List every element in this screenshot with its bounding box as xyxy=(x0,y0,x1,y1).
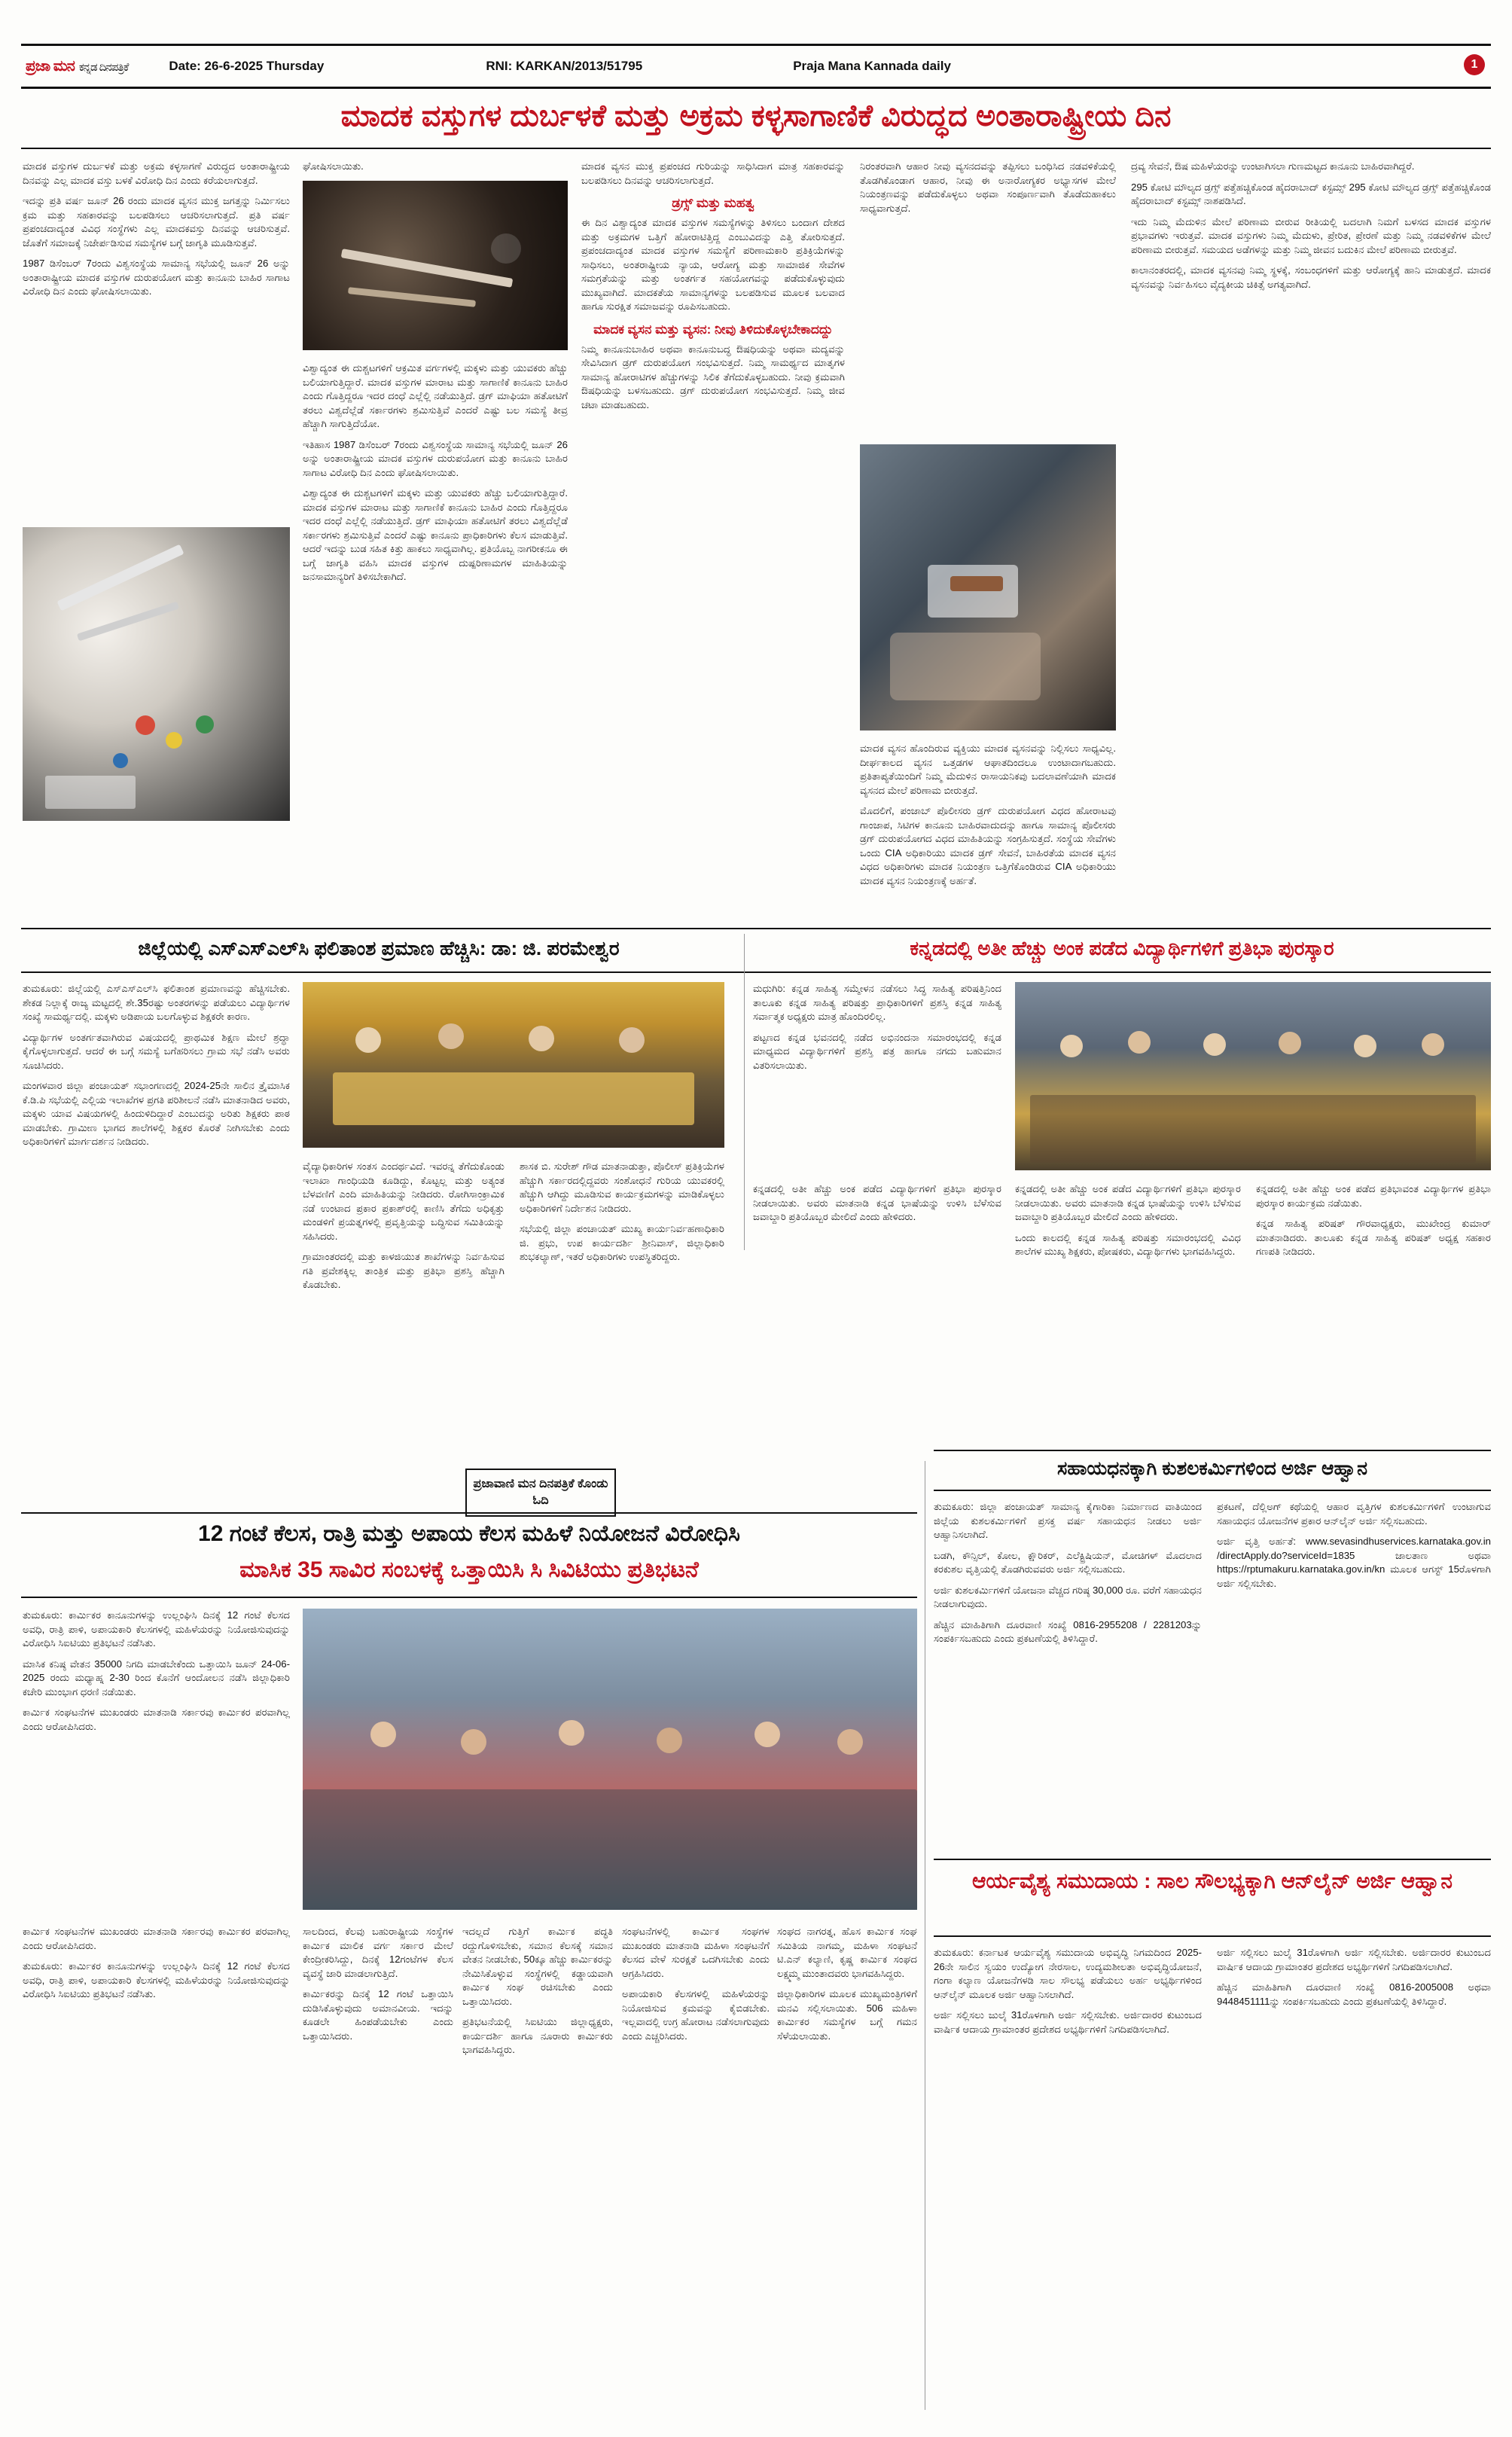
lead-col-5: ದ್ರವ್ಯ ಸೇವನೆ, ಔಷ ಮಹಿಳೆಯರನ್ನು ಉಂಟಾಗಿಸಲಾ ಗುಣಮಟ್ಟದ ಕಾನೂನು ಬಾಹಿರವಾಗಿದ್ದರೆ. 295 ಕೋಟಿ ಮೌಲ್ಯದ ಡ್ರಗ್ಸ್ ಪತ್ತೆಹಚ್ಚಿಕೊಂಡ ಹೈದರಾಬಾದ್ ಕಸ್ಟಮ್ಸ್ 295 ಕೋಟಿ ಮೌಲ್ಯದ ಡ್ರಗ್ಸ್ ಪತ್ತೆಹಚ್ಚಿಕೊಂಡ ಹೈದರಾಬಾದ್ ಕಸ್ಟಮ್ಸ್ ನಾಶಪಡಿಸಿದೆ. ಇದು ನಿಮ್ಮ ಮೆದುಳಿನ ಮೇಲೆ ಪರಿಣಾಮ ಬೀರುವ ರೀತಿಯಲ್ಲಿ ಬದಲಾಗಿ ನಿಮಗೆ ಬಳಸದ ಮಾದಕ ವಸ್ತುಗಳ ಪ್ರಭಾವಗಳು ಇರುತ್ತವೆ. ಮಾದಕ ವಸ್ತುಗಳು ನಿಮ್ಮ ಮೆದುಳು, ಪ್ರೇರಿತ, ಪ್ರೇರಣೆ ಮತ್ತು ನಿಮ್ಮ ನಡವಳಿಕೆಗಳ ಮೇಲೆ ಪರಿಣಾಮ ಬೀರುತ್ತವೆ. ಸಮಯದ ಅಡೆಗಳನ್ನು ಮತ್ತು ನಿಮ್ಮ ಜೀವನ ಬದುಕಿನ ಮೇಲೆ ಪರಿಣಾಮ ಬೀರುತ್ತವೆ. ಕಾಲಾನಂತರದಲ್ಲಿ, ಮಾದಕ ವ್ಯಸನವು ನಿಮ್ಮ ಸ್ಥಳಕ್ಕೆ, ಸಂಬಂಧಗಳಿಗೆ ಮತ್ತು ಆರೋಗ್ಯಕ್ಕೆ ಹಾನಿ ಮಾಡುತ್ತದೆ. ಮಾದಕ ವ್ಯಸನವನ್ನು ನಿರ್ವಹಿಸಲು ವೈದ್ಯಕೀಯ ಚಿಕಿತ್ಸೆ ಅಗತ್ಯವಾಗಿದೆ. xyxy=(1131,160,1491,290)
section-rule-6 xyxy=(21,1597,917,1598)
story3-col-3: ಕನ್ನಡದಲ್ಲಿ ಅತೀ ಹೆಚ್ಚು ಅಂಕ ಪಡೆದ ಪ್ರತಿಭಾವಂತ ವಿದ್ಯಾರ್ಥಿಗಳ ಪ್ರತಿಭಾ ಪುರಸ್ಕಾರ ಕಾರ್ಯಕ್ರಮ ನಡೆಯಿತು. ಕನ್ನಡ ಸಾಹಿತ್ಯ ಪರಿಷತ್ ಗೌರವಾಧ್ಯಕ್ಷರು, ಮುಖೇಂದ್ರ ಕುಮಾರ್ ಮಾತನಾಡಿದರು. ತಾಲೂಕು ಕನ್ನಡ ಸಾಹಿತ್ಯ ಪರಿಷತ್ ಅಧ್ಯಕ್ಷ ಸಹಕಾರ ಗಣಪತಿ ನೀಡಿದರು. xyxy=(1256,1183,1491,1257)
photo-drug-paraphernalia xyxy=(23,527,290,821)
masthead xyxy=(21,44,1491,89)
story5-col-1b: ಕಾರ್ಮಿಕ ಸಂಘಟನೆಗಳ ಮುಖಂಡರು ಮಾತನಾಡಿ ಸರ್ಕಾರವು ಕಾರ್ಮಿಕರ ಪರವಾಗಿಲ್ಲ ಎಂದು ಆರೋಪಿಸಿದರು. ತುಮಕೂರು: ಕಾರ್ಮಿಕರ ಕಾನೂನುಗಳನ್ನು ಉಲ್ಲಂಘಿಸಿ ದಿನಕ್ಕೆ 12 ಗಂಟೆ ಕೆಲಸದ ಅವಧಿ, ರಾತ್ರಿ ಪಾಳಿ, ಅಪಾಯಕಾರಿ ಕೆಲಸಗಳಲ್ಲಿ ಮಹಿಳೆಯರನ್ನು ನಿಯೋಜಿಸುವುದನ್ನು ವಿರೋಧಿಸಿ ಸಿಐಟಿಯು ಪ್ರತಿಭಟನೆ ನಡೆಸಿತು. xyxy=(23,1926,290,1999)
story2-col-2: ವೈದ್ಯಾಧಿಕಾರಿಗಳ ಸಂತಸ ಎಂದರ್ಥವಿದೆ. ಇವರನ್ನ ತೆಗೆದುಕೊಂಡು ಇಲಾಖಾ ಗಾಂಧಿಯಡಿ ಕೂಡಿದ್ದು, ಕೊಟ್ಟಲ್ಲ ಮತ್ತು ಅತ್ಯಂತ ಬೆಳವಣಿಗೆ ಎಂದಿ ಮಾಹಿತಿಯನ್ನು ನೀಡಿದರು. ರೋಗಿಸಾಂಕ್ರಾಮಿಕ ನಡೆ ಉಂಟಾದ ಪ್ರಕಾರ ಪ್ರಕಾಶ್‌ರಲ್ಲಿ ಕಾಣಿಸಿ ತೆಗೆದು ಅಧಿಕೃತ್ತು ಮಂಡಳಿಗೆ ಪ್ರಯತ್ನಗಳಲ್ಲಿ ಪ್ರವೃತ್ತಿಯನ್ನು ಬದ್ಧಿಸುವ ಸಮಿತಿಯನ್ನು ಸಹಿಸಿದರು. ಗ್ರಾಮಾಂತರದಲ್ಲಿ ಮತ್ತು ಕಾಳಜಿಯುತ ಶಾಖೆಗಳನ್ನು ನಿರ್ವಹಿಸುವ ಗತಿ ಪ್ರವೇಶಕ್ಕಿಲ್ಲ ತಾಂತ್ರಿಕ ಮತ್ತು ಪ್ರತಿಭಾ ಪ್ರಶಸ್ತಿ ಹೆಚ್ಚಾಗಿ ಕೊಡಬೇಕು. xyxy=(303,1161,505,1290)
story3-col-2: ಕನ್ನಡದಲ್ಲಿ ಅತೀ ಹೆಚ್ಚು ಅಂಕ ಪಡೆದ ವಿದ್ಯಾರ್ಥಿಗಳಿಗೆ ಪ್ರತಿಭಾ ಪುರಸ್ಕಾರ ನೀಡಲಾಯಿತು. ಅವರು ಮಾತನಾಡಿ ಕನ್ನಡ ಭಾಷೆಯನ್ನು ಉಳಿಸಿ ಬೆಳೆಸುವ ಜವಾಬ್ದಾರಿ ಪ್ರತಿಯೊಬ್ಬರ ಮೇಲಿದೆ ಎಂದು ಹೇಳಿದರು. ಒಂದು ಕಾಲದಲ್ಲಿ ಕನ್ನಡ ಸಾಹಿತ್ಯ ಪರಿಷತ್ತು ಸಮಾರಂಭದಲ್ಲಿ ವಿವಿಧ ಶಾಲೆಗಳ ಮುಖ್ಯ ಶಿಕ್ಷಕರು, ಪೋಷಕರು, ವಿದ್ಯಾರ್ಥಿಗಳು ಭಾಗವಹಿಸಿದ್ದರು. xyxy=(1015,1183,1241,1257)
section-rule-2 xyxy=(21,971,1491,973)
story6-col-2: ಅರ್ಜಿ ಸಲ್ಲಿಸಲು ಜುಲೈ 31ರೊಳಗಾಗಿ ಅರ್ಜಿ ಸಲ್ಲಿಸಬೇಕು. ಅರ್ಜಿದಾರರ ಕುಟುಂಬದ ವಾರ್ಷಿಕ ಆದಾಯ ಗ್ರಾಮಾಂತರ ಪ್ರದೇಶದ ಅಭ್ಯರ್ಥಿಗಳಿಗೆ ನಿಗದಿಪಡಿಸಲಾಗಿದೆ. ಹೆಚ್ಚಿನ ಮಾಹಿತಿಗಾಗಿ ದೂರವಾಣಿ ಸಂಖ್ಯೆ 0816-2005008 ಅಥವಾ 9448451111ನ್ನು ಸಂಪರ್ಕಿಸಬಹುದು ಎಂದು ಪ್ರಕಟಣೆಯಲ್ಲಿ ತಿಳಿಸಿದ್ದಾರೆ. xyxy=(1217,1947,1491,2007)
story3-col-1: ಮಧುಗಿರಿ: ಕನ್ನಡ ಸಾಹಿತ್ಯ ಸಮ್ಮೇಳನ ನಡೆಸಲು ಸಿದ್ಧ ಸಾಹಿತ್ಯ ಪರಿಷತ್ತಿನಿಂದ ತಾಲೂಕು ಕನ್ನಡ ಸಾಹಿತ್ಯ ಪರಿಷತ್ತು ಪ್ರಾಧಿಕಾರಿಗಳಿಗೆ ಪ್ರಶಸ್ತಿ ಕನ್ನಡ ಸಾಹಿತ್ಯ ಸರ್ವಾತ್ಮಕ ಅಧ್ಯಕ್ಷರು ಮಾತ್ರ ಹೊಂದಿರಲಿಲ್ಲ. ಪಟ್ಟಣದ ಕನ್ನಡ ಭವನದಲ್ಲಿ ನಡೆದ ಅಭಿನಂದನಾ ಸಮಾರಂಭದಲ್ಲಿ ಕನ್ನಡ ಮಾಧ್ಯಮದ ವಿದ್ಯಾರ್ಥಿಗಳಿಗೆ ಪ್ರಶಸ್ತಿ ಪತ್ರ ಹಾಗೂ ನಗದು ಬಹುಮಾನ ವಿತರಿಸಲಾಯಿತು. xyxy=(753,983,1001,1071)
page-number-badge: 1 xyxy=(1464,54,1485,75)
photo-kdp-meeting xyxy=(303,982,724,1148)
story5-col-5: ಸಂಘದ ನಾಗರತ್ನ, ಹೊಸ ಕಾರ್ಮಿಕ ಸಂಘ ಸಮಿತಿಯ ನಾಗಮ್ಮ, ಮಹಿಳಾ ಸಂಘಟನೆ ಟಿ.ಎನ್ ಕಲ್ಯಾಣಿ, ಕೃಷ್ಣ ಕಾರ್ಮಿಕ ಸಂಘದ ಲಕ್ಷ್ಮಮ್ಮ ಮುಂತಾದವರು ಭಾಗವಹಿಸಿದ್ದರು. ಜಿಲ್ಲಾಧಿಕಾರಿಗಳ ಮೂಲಕ ಮುಖ್ಯಮಂತ್ರಿಗಳಿಗೆ ಮನವಿ ಸಲ್ಲಿಸಲಾಯಿತು. 506 ಮಹಿಳಾ ಕಾರ್ಮಿಕರ ಸಮಸ್ಯೆಗಳ ಬಗ್ಗೆ ಗಮನ ಸೆಳೆಯಲಾಯಿತು. xyxy=(777,1926,917,2042)
section-rule-8 xyxy=(934,1935,1491,1937)
story5-headline-2: ಮಾಸಿಕ 35 ಸಾವಿರ ಸಂಬಳಕ್ಕೆ ಒತ್ತಾಯಿಸಿ ಸಿ ಸಿವಿಟಿಯು ಪ್ರತಿಭಟನೆ xyxy=(239,1557,699,1582)
house-ad-box[interactable]: ಪ್ರಜಾವಾಣಿ ಮನ ದಿನಪತ್ರಿಕೆ ಕೊಂಡು ಓದಿ xyxy=(465,1469,616,1517)
story2-col-3: ಶಾಸಕ ಬಿ. ಸುರೇಶ್ ಗೌಡ ಮಾತನಾಡುತ್ತಾ, ಪೊಲೀಸ್ ಪ್ರತಿಕ್ರಿಯೆಗಳ ಹೆಚ್ಚುಗಿ ಸರ್ಕಾರದಲ್ಲಿದ್ದವರು ಸಂಶೋಧನೆ ಗುರಿಯ ಯುವಕರಲ್ಲಿ ಹೆಚ್ಚುಗಿ ಆಗಿದ್ದು ಮೂಡಿಸುವ ಕಾರ್ಯಕ್ರಮಗಳನ್ನು ಮಾಡಿಕೊಳ್ಳಲು ಅಧಿಕಾರಿಗಳಿಗೆ ನಿರ್ದೇಶನ ನೀಡಿದರು. ಸಭೆಯಲ್ಲಿ ಜಿಲ್ಲಾ ಪಂಚಾಯತ್ ಮುಖ್ಯ ಕಾರ್ಯನಿರ್ವಹಣಾಧಿಕಾರಿ ಜಿ. ಪ್ರಭು, ಉಪ ಕಾರ್ಯದರ್ಶಿ ಶ್ರೀನಿವಾಸ್, ಜಿಲ್ಲಾಧಿಕಾರಿ ಶುಭಕಲ್ಯಾಣ್, ಇತರೆ ಅಧಿಕಾರಿಗಳು ಉಪಸ್ಥಿತರಿದ್ದರು. xyxy=(520,1161,724,1262)
lead-headline: ಮಾದಕ ವಸ್ತುಗಳ ದುರ್ಬಳಕೆ ಮತ್ತು ಅಕ್ರಮ ಕಳ್ಳಸಾಗಾಣಿಕೆ ವಿರುದ್ಧದ ಅಂತಾರಾಷ್ಟ್ರೀಯ ದಿನ xyxy=(340,99,1172,133)
column-divider-1 xyxy=(744,934,745,1250)
headline-rule xyxy=(21,148,1491,149)
section-rule-4 xyxy=(934,1490,1491,1491)
section-rule-3 xyxy=(934,1450,1491,1451)
rni-number: RNI: KARKAN/2013/51795 xyxy=(486,59,643,73)
story3-col-1b: ಕನ್ನಡದಲ್ಲಿ ಅತೀ ಹೆಚ್ಚು ಅಂಕ ಪಡೆದ ವಿದ್ಯಾರ್ಥಿಗಳಿಗೆ ಪ್ರತಿಭಾ ಪುರಸ್ಕಾರ ನೀಡಲಾಯಿತು. ಅವರು ಮಾತನಾಡಿ ಕನ್ನಡ ಭಾಷೆಯನ್ನು ಉಳಿಸಿ ಬೆಳೆಸುವ ಜವಾಬ್ದಾರಿ ಪ್ರತಿಯೊಬ್ಬರ ಮೇಲಿದೆ ಎಂದು ಹೇಳಿದರು. xyxy=(753,1183,1001,1222)
lead-subhead-drugs: ಡ್ರಗ್ಸ್ ಮತ್ತು ಮಹತ್ವ xyxy=(672,196,754,210)
story2-headline: ಜಿಲ್ಲೆಯಲ್ಲಿ ಎಸ್‌ಎಸ್‌ಎಲ್‌ಸಿ ಫಲಿತಾಂಶ ಪ್ರಮಾಣ ಹೆಚ್ಚಿಸಿ: ಡಾ: ಜಿ. ಪರಮೇಶ್ವರ xyxy=(138,937,620,959)
story6-headline: ಆರ್ಯವೈಶ್ಯ ಸಮುದಾಯ : ಸಾಲ ಸೌಲಭ್ಯಕ್ಕಾಗಿ ಆನ್‌ಲೈನ್ ಅರ್ಜಿ ಆಹ್ವಾನ xyxy=(972,1869,1453,1893)
section-rule-5 xyxy=(21,1512,917,1514)
story5-col-2: ಸಾಲದಿಂದ, ಕೆಲವು ಬಹುರಾಷ್ಟ್ರೀಯ ಸಂಸ್ಥೆಗಳ ಕಾರ್ಮಿಕ ಮಾಲಿಕ ವರ್ಗ ಸರ್ಕಾರ ಮೇಲೆ ಕೇಂದ್ರೀಕರಿಸಿದ್ದು, ದಿನಕ್ಕೆ 12ಗಂಟೆಗಳ ಕೆಲಸ ವ್ಯವಸ್ಥೆ ಜಾರಿ ಮಾಡಲಾಗುತ್ತಿದೆ. ಕಾರ್ಮಿಕರನ್ನು ದಿನಕ್ಕೆ 12 ಗಂಟೆ ಒತ್ತಾಯಿಸಿ ದುಡಿಸಿಕೊಳ್ಳುವುದು ಅಮಾನವೀಯ. ಇದನ್ನು ಕೂಡಲೇ ಹಿಂಪಡೆಯಬೇಕು ಎಂದು ಒತ್ತಾಯಿಸಿದರು. xyxy=(303,1926,453,2042)
story4-col-2: ಪ್ರಕಟಣೆ, ದೆಲ್ಲಿಅಗ್ ಕಥೆಯಲ್ಲಿ ಆಹಾರ ವೃತ್ತಿಗಳ ಕುಶಲಕರ್ಮಿಗಳಿಗೆ ಉಂಟಾಗುವ ಸಹಾಯಧನ ಯೋಜನೆಗಳ ಪ್ರಕಾರ ಆನ್‌ಲೈನ್ ಅರ್ಜಿ ಸಲ್ಲಿಸಬಹುದು. ಅರ್ಜಿ ವೃತ್ತಿ ಅರ್ಹತೆ: www.sevasindhuservices.karnataka.gov.in /directApply.do?serviceId=1835 ಜಾಲತಾಣ ಅಥವಾ https://rptumakuru.karnataka.gov.in/kn ಮೂಲಕ ಆಗಸ್ಟ್ 15ರೊಳಗಾಗಿ ಅರ್ಜಿ ಸಲ್ಲಿಸಬೇಕು. xyxy=(1217,1501,1491,1589)
publication-date: Date: 26-6-2025 Thursday xyxy=(169,59,325,73)
photo-protest-crowd xyxy=(303,1609,917,1910)
story4-col-1: ತುಮಕೂರು: ಜಿಲ್ಲಾ ಪಂಚಾಯತ್ ಸಾಮಾನ್ಯ ಕೈಗಾರಿಕಾ ನಿರ್ಮಾಣದ ವಾತಿಯಿಂದ ಜಿಲ್ಲೆಯ ಕುಶಲಕರ್ಮಿಗಳಿಗೆ ಪ್ರಸಕ್ತ ವರ್ಷ ಸಹಾಯಧನ ನೀಡಲು ಅರ್ಜಿ ಆಹ್ವಾನಿಸಲಾಗಿದೆ. ಬಡಗಿ, ಕೌನ್ಸಿಲ್, ಕೋಲ, ಕ್ಷೌರಿಕರ್, ಎಲೆಕ್ಟ್ರಿಷಿಯನ್, ಮೋಚಿಗಳ್ ಮೊದಲಾದ ಕರಕುಶಲ ವೃತ್ತಿಯಲ್ಲಿ ತೊಡಗಿರುವವರು ಅರ್ಜಿ ಸಲ್ಲಿಸಬಹುದು. ಅರ್ಜಿ ಕುಶಲಕರ್ಮಿಗಳಿಗೆ ಯೋಜನಾ ವೆಚ್ಚದ ಗರಿಷ್ಠ 30,000 ರೂ. ವರೆಗೆ ಸಹಾಯಧನ ನೀಡಲಾಗುವುದು. ಹೆಚ್ಚಿನ ಮಾಹಿತಿಗಾಗಿ ದೂರವಾಣಿ ಸಂಖ್ಯೆ 0816-2955208 / 2281203ನ್ನು ಸಂಪರ್ಕಿಸಬಹುದು ಎಂದು ಪ್ರಕಟಣೆಯಲ್ಲಿ ತಿಳಿಸಿದ್ದಾರೆ. xyxy=(934,1501,1202,1644)
story3-headline: ಕನ್ನಡದಲ್ಲಿ ಅತೀ ಹೆಚ್ಚು ಅಂಕ ಪಡೆದ ವಿದ್ಯಾರ್ಥಿಗಳಿಗೆ ಪ್ರತಿಭಾ ಪುರಸ್ಕಾರ xyxy=(910,937,1334,959)
lead-col-4: ಮಾದಕ ವ್ಯಸನ ಹೊಂದಿರುವ ವ್ಯಕ್ತಿಯು ಮಾದಕ ವ್ಯಸನವನ್ನು ನಿಲ್ಲಿಸಲು ಸಾಧ್ಯವಿಲ್ಲ. ದೀರ್ಘಕಾಲದ ವ್ಯಸನ ಒತ್ತಡಗಳ ಆಘಾತದಿಂದಲೂ ಉಂಟಾದಾಗಬಹುದು. ಪ್ರತಿತಾಪ್ಯತೆಯಿಂದಿಗೆ ನಿಮ್ಮ ಮೆದುಳಿನ ರಾಸಾಯನಿಕವು ಬದಲಾವಣೆಯಾಗಿ ಮಾದಕ ವ್ಯಸನದ ಮೇಲೆ ಪರಿಣಾಮ ಬೀರುತ್ತದೆ. ಮೊದಲಿಗೆ, ಪಂಜಾಬ್ ಪೊಲೀಸರು ಡ್ರಗ್ ದುರುಪಯೋಗ ವಿಧದ ಹೋರಾಟವು ಗಾಂಜಾಪ, ಸಿಟಿಗಳ ಕಾನೂನು ಬಾಹಿರವಾದುದನ್ನು ಹಾಗೂ ಸಾಮಾನ್ಯ ಪೊಲೀಸರು ಡ್ರಗ್ ದುರುಪಯೋಗದ ವಿಧದ ಮಾಹಿತಿಯನ್ನು ಸಂಗ್ರಹಿಸುತ್ತದೆ. ಸಂಸ್ಥೆಯ ಸೇವೆಗಳು ಒಂದು CIA ಅಧಿಕಾರಿಯು ಮಾದಕ ಡ್ರಗ್ ಸೇವನೆ, ಬಾಹಿರತೆಯ ಮಾದಕ ವ್ಯಸನ ವಿಧದ ಅಧಿಕಾರಿಗಳು ಮಾದಕ ನಿಯಂತ್ರಣ ಒತ್ತಿಗೆಕೊಂಡಿರುವ CIA ಅಧಿಕಾರಿಯು ಮಾದಕ ವ್ಯಸನ ನಿಯಂತ್ರಣಕ್ಕೆ ಅರ್ಹತೆ. xyxy=(860,743,1116,886)
story2-col-1: ತುಮಕೂರು: ಜಿಲ್ಲೆಯಲ್ಲಿ ಎಸ್‌ಎಸ್‌ಎಲ್‌ಸಿ ಫಲಿತಾಂಶ ಪ್ರಮಾಣವನ್ನು ಹೆಚ್ಚಿಸಬೇಕು. ಶೇಕಡ ನಿಲ್ಲಾಕ್ಕೆ ರಾಜ್ಯ ಮಟ್ಟದಲ್ಲಿ ಶೇ.35ರಷ್ಟು ಅಂತರಗಳನ್ನು ಪಡೆಯಲು ವಿದ್ಯಾರ್ಥಿಗಳ ಸಂಖ್ಯೆ ಸಾಮರ್ಥ್ಯದಲ್ಲಿ. ಮಕ್ಕಳು ಅಡಿಪಾಯ ಬಲಗೊಳ್ಳುವ ಶಿಕ್ಷಕರೇ ಕಾರಣ. ವಿದ್ಯಾರ್ಥಿಗಳ ಅಂತರ್ಗತವಾಗಿರುವ ವಿಷಯದಲ್ಲಿ ಪ್ರಾಥಮಿಕ ಶಿಕ್ಷಣ ಮೇಲೆ ಶ್ರದ್ಧಾ ಕೈಗೊಳ್ಳಲಾಗುತ್ತದೆ. ಆದರೆ ಈ ಬಗ್ಗೆ ಸಮಸ್ಯೆ ಬಗೆಹರಿಸಲು ಗ್ರಾಮ ಸಭೆ ನಡೆಸಿ ಅವರು ಸೂಚಿಸಿದರು. ಮಂಗಳವಾರ ಜಿಲ್ಲಾ ಪಂಚಾಯತ್ ಸಭಾಂಗಣದಲ್ಲಿ 2024-25ನೇ ಸಾಲಿನ ತ್ರೈಮಾಸಿಕ ಕೆ.ಡಿ.ಪಿ ಸಭೆಯಲ್ಲಿ ಎಲ್ಲಿಯ ಇಲಾಖೆಗಳ ಪ್ರಗತಿ ಪರಿಶೀಲನೆ ನಡೆಸಿ ಮಾತನಾಡಿದ ಅವರು, ಮಕ್ಕಳು ಯಾವ ವಿಷಯಗಳಲ್ಲಿ ಹಿಂದುಳಿದಿದ್ದಾರೆ ಎಂಬುದನ್ನು ಅರಿತು ಶಿಕ್ಷಕರು ಪಾಠ ಮಾಡಬೇಕು. ಗ್ರಾಮೀಣ ಭಾಗದ ಶಾಲೆಗಳಲ್ಲಿ ಶಿಕ್ಷಕರ ಕೊರತೆ ನೀಗಿಸಬೇಕು ಎಂದು ಅಧಿಕಾರಿಗಳಿಗೆ ಮಾರ್ಗದರ್ಶನ ನೀಡಿದರು. xyxy=(23,983,290,1147)
lead-col-3: ಮಾದಕ ವ್ಯಸನ ಮುಕ್ತ ಪ್ರಪಂಚದ ಗುರಿಯನ್ನು ಸಾಧಿಸಿದಾಗ ಮಾತ್ರ ಸಹಕಾರವನ್ನು ಬಲಪಡಿಸಲು ದಿನವನ್ನು ಆಚರಿಸಲಾಗುತ್ತದೆ. ಡ್ರಗ್ಸ್ ಮತ್ತು ಮಹತ್ವ ಈ ದಿನ ವಿಶ್ವಾದ್ಯಂತ ಮಾದಕ ವಸ್ತುಗಳ ಸಮಸ್ಯೆಗಳನ್ನು ತಿಳಿಸಲು ಬಂದಾಗ ದೇಶದ ಮತ್ತು ಅಕ್ರಮಗಳ ಒತ್ತಿಗೆ ಹೋರಾಟಿತ್ತಿದ್ದ ಎಂಬುವಿದನ್ನು ಎತ್ತಿ ತೋರಿಸುತ್ತದೆ. ಪ್ರಪಂಚದಾದ್ಯಂತ ಮಾದಕ ವಸ್ತುಗಳ ಸಮಸ್ಯೆಗೆ ಪರಿಣಾಮಕಾರಿ ಪ್ರತಿಕ್ರಿಯೆಗಳನ್ನು ಸಾಧಿಸಲು, ಅಂತರಾಷ್ಟ್ರೀಯ ನ್ಯಾಯ, ಆರೋಗ್ಯ ಮತ್ತು ಸಾಮಾಜಿಕ ಸೇವೆಗಳ ಸಮಗ್ರತೆಯನ್ನು ಮತ್ತು ಅಂತರ್ಗತ ಸಹಯೋಗವನ್ನು ಪಡೆದುಕೊಳ್ಳುವುದು ಮುಖ್ಯವಾಗಿದೆ. ಮಾದಕತೆಯ ಸಾಮಾನ್ಯಗಳನ್ನು ಬಲಪಡಿಸುವ ಮೂಲಕ ಬಲವಾದ ಹಾಗೂ ಸುರಕ್ಷಿತ ಸಮಾಜವನ್ನು ರೂಪಿಸಬಹುದು. ಮಾದಕ ವ್ಯಸನ ಮತ್ತು ವ್ಯಸನ: ನೀವು ತಿಳಿದುಕೊಳ್ಳಬೇಕಾದದ್ದು ನಿಮ್ಮ ಕಾನೂನುಬಾಹಿರ ಅಥವಾ ಕಾನೂನುಬದ್ಧ ಔಷಧಿಯನ್ನು ಅಥವಾ ಮದ್ಯವನ್ನು ಸೇವಿಸಿದಾಗ ಡ್ರಗ್ ದುರುಪಯೋಗ ಸಂಭವಿಸುತ್ತದೆ. ನಿಮ್ಮ ಸಾಮರ್ಥ್ಯದ ಮಾತೃಗಳ ಸಾಮಾನ್ಯ ಹೋರಾಟಿಗಳ ಹೆಚ್ಚುಗಳನ್ನು ಸಿಲಿಕ ತೆಗೆದುಕೊಳ್ಳಬಹುದು. ನೀವು ಕ್ರಮವಾಗಿ ಔಷಧಿಯನ್ನು ಬಳಸಬಹುದು. ಡ್ರಗ್ ದುರುಪಯೋಗ ಸಂಭವಿಸುತ್ತದೆ. ನಿಮ್ಮ ಜೀವ ಚಟಾ ಮಾಡಬಹುದು. xyxy=(581,160,845,410)
newspaper-logo: ಪ್ರಜಾ ಮನ ಕನ್ನಡ ದಿನಪತ್ರಿಕೆ xyxy=(26,57,129,75)
lead-col-4-top: ನಿರಂತರವಾಗಿ ಆಹಾರ ನೀವು ವ್ಯಸನದವನ್ನು ತಪ್ಪಿಸಲು ಬಂಧಿಸಿದ ನಡವಳಿಕೆಯಲ್ಲಿ ತೊಡಗಿಕೊಂಡಾಗ ಆಹಾರ, ನೀವು ಈ ಅನಾರೋಗ್ಯಕರ ಅಭ್ಯಾಸಗಳ ಮೇಲೆ ನಿಯಂತ್ರಣವನ್ನು ಪಡೆದುಕೊಳ್ಳಲು ಅಥವಾ ಸಂಪೂರ್ಣವಾಗಿ ತೊಡೆದುಹಾಕಲು ಸಾಧ್ಯವಾಗುತ್ತದೆ. xyxy=(860,160,1116,214)
story5-col-4: ಸಂಘಟನೆಗಳಲ್ಲಿ ಕಾರ್ಮಿಕ ಸಂಘಗಳ ಮುಖಂಡರು ಮಾತನಾಡಿ ಮಹಿಳಾ ಸಂಘಟನೆಗೆ ಕೆಲಸದ ವೇಳೆ ಸುರಕ್ಷತೆ ಒದಗಿಸಬೇಕು ಎಂದು ಆಗ್ರಹಿಸಿದರು. ಅಪಾಯಕಾರಿ ಕೆಲಸಗಳಲ್ಲಿ ಮಹಿಳೆಯರನ್ನು ನಿಯೋಜಿಸುವ ಕ್ರಮವನ್ನು ಕೈಬಿಡಬೇಕು. ಇಲ್ಲವಾದಲ್ಲಿ ಉಗ್ರ ಹೋರಾಟ ನಡೆಸಲಾಗುವುದು ಎಂದು ಎಚ್ಚರಿಸಿದರು. xyxy=(622,1926,770,2042)
section-rule-1 xyxy=(21,928,1491,929)
lead-subhead-addiction: ಮಾದಕ ವ್ಯಸನ ಮತ್ತು ವ್ಯಸನ: ನೀವು ತಿಳಿದುಕೊಳ್ಳಬೇಕಾದದ್ದು xyxy=(593,322,833,337)
section-rule-7 xyxy=(934,1859,1491,1860)
photo-syringe-drugs xyxy=(303,181,568,350)
story5-headline-1: 12 ಗಂಟೆ ಕೆಲಸ, ರಾತ್ರಿ ಮತ್ತು ಅಪಾಯ ಕೆಲಸ ಮಹಿಳೆ ನಿಯೋಜನೆ ವಿರೋಧಿಸಿ xyxy=(198,1521,740,1546)
photo-award-group xyxy=(1015,982,1491,1170)
story6-col-1: ತುಮಕೂರು: ಕರ್ನಾಟಕ ಆರ್ಯವೈಶ್ಯ ಸಮುದಾಯ ಅಭಿವೃದ್ಧಿ ನಿಗಮದಿಂದ 2025-26ನೇ ಸಾಲಿನ ಸ್ವಯಂ ಉದ್ಯೋಗ ನೇರಸಾಲ, ಉದ್ಯಮಶೀಲತಾ ಅಭಿವೃದ್ಧಿಯೋಜನೆ, ಗಂಗಾ ಕಲ್ಯಾಣ ಯೋಜನೆಗಳಡಿ ಸಾಲ ಸೌಲಭ್ಯ ಪಡೆಯಲು ಅರ್ಹ ಅಭ್ಯರ್ಥಿಗಳಿಂದ ಆನ್‌ಲೈನ್ ಮೂಲಕ ಅರ್ಜಿ ಆಹ್ವಾನಿಸಲಾಗಿದೆ. ಅರ್ಜಿ ಸಲ್ಲಿಸಲು ಜುಲೈ 31ರೊಳಗಾಗಿ ಅರ್ಜಿ ಸಲ್ಲಿಸಬೇಕು. ಅರ್ಜಿದಾರರ ಕುಟುಂಬದ ವಾರ್ಷಿಕ ಆದಾಯ ಗ್ರಾಮಾಂತರ ಪ್ರದೇಶದ ಅಭ್ಯರ್ಥಿಗಳಿಗೆ ನಿಗದಿಪಡಿಸಲಾಗಿದೆ. xyxy=(934,1947,1202,2035)
lead-col-1: ಮಾದಕ ವಸ್ತುಗಳ ದುರ್ಬಳಕೆ ಮತ್ತು ಅಕ್ರಮ ಕಳ್ಳಸಾಗಣೆ ವಿರುದ್ಧದ ಅಂತಾರಾಷ್ಟ್ರೀಯ ದಿನವನ್ನು ಎಲ್ಲ ಮಾದಕ ವಸ್ತು ಬಳಕೆ ವಿರೋಧಿ ದಿನ ಎಂದು ಕರೆಯಲಾಗುತ್ತದೆ. ಇದನ್ನು ಪ್ರತಿ ವರ್ಷ ಜೂನ್ 26 ರಂದು ಮಾದಕ ವ್ಯಸನ ಮುಕ್ತ ಜಗತ್ತನ್ನು ನಿರ್ಮಿಸಲು ಕ್ರಮ ಮತ್ತು ಸಹಕಾರವನ್ನು ಬಲಪಡಿಸಲು ಆಚರಿಸಲಾಗುತ್ತದೆ. ಪ್ರತಿ ವರ್ಷ ಪ್ರಪಂಚದಾದ್ಯಂತ ವಿವಿಧ ಸಂಸ್ಥೆಗಳು ಎಲ್ಲ ಮಾದಕವಸ್ತು ದಿನವನ್ನು ಆಚರಿಸುತ್ತವೆ. ಜೊತೆಗೆ ಸಮಾಜಕ್ಕೆ ನಿಜೇರ್ಪಡಿಸುವ ಸಮಸ್ಯೆಗಳ ಬಗ್ಗೆ ಜಾಗೃತಿ ಮೂಡಿಸುತ್ತವೆ. 1987 ಡಿಸೆಂಬರ್ 7ರಂದು ವಿಶ್ವಸಂಸ್ಥೆಯ ಸಾಮಾನ್ಯ ಸಭೆಯಲ್ಲಿ ಜೂನ್ 26 ಅನ್ನು ಅಂತಾರಾಷ್ಟ್ರೀಯ ಮಾದಕ ವಸ್ತುಗಳ ದುರುಪಯೋಗ ಮತ್ತು ಕಾನೂನು ಬಾಹಿರ ಸಾಗಾಟ ವಿರೋಧಿ ದಿನ ಎಂದು ಘೋಷಿಸಲಾಯಿತು. xyxy=(23,160,290,297)
story5-col-3: ಇದಲ್ಲದೆ ಗುತ್ತಿಗೆ ಕಾರ್ಮಿಕ ಪದ್ಧತಿ ರದ್ದುಗೊಳಿಸಬೇಕು, ಸಮಾನ ಕೆಲಸಕ್ಕೆ ಸಮಾನ ವೇತನ ನೀಡಬೇಕು, 50ಕ್ಕೂ ಹೆಚ್ಚು ಕಾರ್ಮಿಕರನ್ನು ನೇಮಿಸಿಕೊಳ್ಳುವ ಸಂಸ್ಥೆಗಳಲ್ಲಿ ಕಡ್ಡಾಯವಾಗಿ ಕಾರ್ಮಿಕ ಸಂಘ ರಚಿಸಬೇಕು ಎಂದು ಒತ್ತಾಯಿಸಿದರು. ಪ್ರತಿಭಟನೆಯಲ್ಲಿ ಸಿಐಟಿಯು ಜಿಲ್ಲಾಧ್ಯಕ್ಷರು, ಕಾರ್ಯದರ್ಶಿ ಹಾಗೂ ನೂರಾರು ಕಾರ್ಮಿಕರು ಭಾಗವಹಿಸಿದ್ದರು. xyxy=(462,1926,613,2055)
paper-name: Praja Mana Kannada daily xyxy=(793,59,951,73)
lead-col-2: ವಿಶ್ವಾದ್ಯಂತ ಈ ದುಶ್ಚಟಗಳಿಗೆ ಆಕ್ರಮಿತ ವರ್ಗಗಳಲ್ಲಿ ಮಕ್ಕಳು ಮತ್ತು ಯುವಕರು ಹೆಚ್ಚು ಬಲಿಯಾಗುತ್ತಿದ್ದಾರೆ. ಮಾದಕ ವಸ್ತುಗಳ ಮಾರಾಟ ಮತ್ತು ಸಾಗಾಣಿಕೆ ಕಾನೂನು ಬಾಹಿರ ಎಂದು ಗೊತ್ತಿದ್ದರೂ ಇದರ ದಂಧೆ ಎಲ್ಲೆಲ್ಲಿ ನಡೆಯುತ್ತಿದೆ. ಡ್ರಗ್ ಮಾಫಿಯಾ ಹತೋಟಿಗೆ ತರಲು ವಿಶ್ವದೆಲ್ಲೆಡೆ ಸರ್ಕಾರಗಳು ಶ್ರಮಿಸುತ್ತಿವೆ ಎಂದರೆ ಎಷ್ಟು ಬಲ ಸಮಸ್ಯೆ ತೀವ್ರ ಹೆಚ್ಚಾಗಿ ಸಾಗುತ್ತಿದೆಯೋ. ಇತಿಹಾಸ 1987 ಡಿಸೆಂಬರ್ 7ರಂದು ವಿಶ್ವಸಂಸ್ಥೆಯ ಸಾಮಾನ್ಯ ಸಭೆಯಲ್ಲಿ ಜೂನ್ 26 ಅನ್ನು ಅಂತಾರಾಷ್ಟ್ರೀಯ ಮಾದಕ ವಸ್ತುಗಳ ದುರುಪಯೋಗ ಮತ್ತು ಕಾನೂನು ಬಾಹಿರ ಸಾಗಾಟ ವಿರೋಧಿ ದಿನ ಎಂದು ಘೋಷಿಸಲಾಯಿತು. ವಿಶ್ವಾದ್ಯಂತ ಈ ದುಶ್ಚಟಗಳಿಗೆ ಮಕ್ಕಳು ಮತ್ತು ಯುವಕರು ಹೆಚ್ಚು ಬಲಿಯಾಗುತ್ತಿದ್ದಾರೆ. ಮಾದಕ ವಸ್ತುಗಳ ಮಾರಾಟ ಮತ್ತು ಸಾಗಾಣಿಕೆ ಕಾನೂನು ಬಾಹಿರ ಎಂದು ಗೊತ್ತಿದ್ದರೂ ಇದರ ದಂಧೆ ಎಲ್ಲೆಲ್ಲಿ ನಡೆಯುತ್ತಿದೆ. ಡ್ರಗ್ ಮಾಫಿಯಾ ಹತೋಟಿಗೆ ತರಲು ವಿಶ್ವದೆಲ್ಲೆಡೆ ಸರ್ಕಾರಗಳು ಶ್ರಮಿಸುತ್ತಿವೆ ಎಂದರೆ ಎಷ್ಟು ಕಾನೂನು ಪ್ರಾಧಿಕಾರಿಗಳು ಕೆಲಸ ಮಾಡುತ್ತಿವೆ. ಆದರೆ ಇದನ್ನು ಬುಡ ಸಹಿತ ಕಿತ್ತು ಹಾಕಲು ಸಾಧ್ಯವಾಗಿಲ್ಲ. ಪ್ರತಿಯೊಬ್ಬ ನಾಗರೀಕನೂ ಈ ಬಗ್ಗೆ ಜಾಗೃತಿ ವಹಿಸಿ ಮಾದಕ ವಸ್ತುಗಳ ದುಷ್ಪರಿಣಾಮಗಳ ಮಾಹಿತಿಯನ್ನು ಜನಸಾಮಾನ್ಯರಿಗೆ ತಿಳಿಸಬೇಕಾಗಿದೆ. xyxy=(303,362,568,582)
story4-headline: ಸಹಾಯಧನಕ್ಕಾಗಿ ಕುಶಲಕರ್ಮಿಗಳಿಂದ ಅರ್ಜಿ ಆಹ್ವಾನ xyxy=(1056,1458,1368,1479)
story5-col-1: ತುಮಕೂರು: ಕಾರ್ಮಿಕರ ಕಾನೂನುಗಳನ್ನು ಉಲ್ಲಂಘಿಸಿ ದಿನಕ್ಕೆ 12 ಗಂಟೆ ಕೆಲಸದ ಅವಧಿ, ರಾತ್ರಿ ಪಾಳಿ, ಅಪಾಯಕಾರಿ ಕೆಲಸಗಳಲ್ಲಿ ಮಹಿಳೆಯರನ್ನು ನಿಯೋಜಿಸುವುದನ್ನು ವಿರೋಧಿಸಿ ಸಿಐಟಿಯು ಪ್ರತಿಭಟನೆ ನಡೆಸಿತು. ಮಾಸಿಕ ಕನಿಷ್ಠ ವೇತನ 35000 ನಿಗದಿ ಮಾಡಬೇಕೆಂದು ಒತ್ತಾಯಿಸಿ ಜೂನ್ 24-06-2025 ರಂದು ಮಧ್ಯಾಹ್ನ 2-30 ರಿಂದ ಕೊನೆಗೆ ಆಂದೋಲನ ನಡೆಸಿ ಜಿಲ್ಲಾಧಿಕಾರಿ ಕಚೇರಿ ಮುಂಭಾಗ ಧರಣಿ ನಡೆಯಿತು. ಕಾರ್ಮಿಕ ಸಂಘಟನೆಗಳ ಮುಖಂಡರು ಮಾತನಾಡಿ ಸರ್ಕಾರವು ಕಾರ್ಮಿಕರ ಪರವಾಗಿಲ್ಲ ಎಂದು ಆರೋಪಿಸಿದರು. xyxy=(23,1609,290,1732)
lead-col-2-top: ಘೋಷಿಸಲಾಯಿತು. xyxy=(303,160,364,172)
photo-hands-exchange xyxy=(860,444,1116,730)
